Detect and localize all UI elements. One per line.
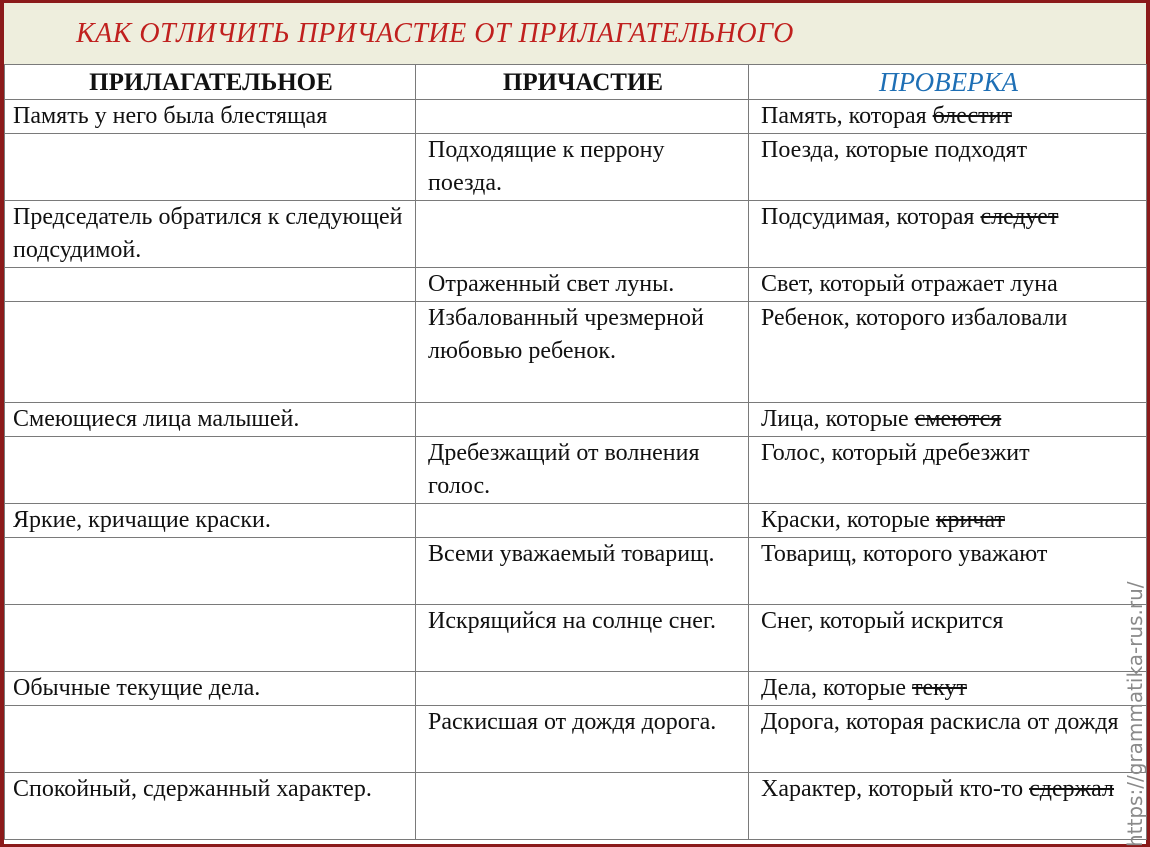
participle-cell xyxy=(416,773,749,840)
adjective-cell: Смеющиеся лица малышей. xyxy=(5,403,416,437)
participle-cell xyxy=(416,672,749,706)
check-cell xyxy=(749,706,1147,773)
participle-cell: Подходящие к перрону поезда. xyxy=(416,134,749,201)
check-text: Снег, который искрится xyxy=(761,608,1004,634)
check-cell xyxy=(749,100,1147,134)
check-text: Голос, который дребезжит xyxy=(761,440,1030,466)
header-check: ПРОВЕРКА xyxy=(749,65,1147,100)
adjective-cell xyxy=(5,302,416,403)
adjective-cell xyxy=(5,268,416,302)
check-cell xyxy=(749,302,1147,403)
participle-cell: Всеми уважаемый товарищ. xyxy=(416,538,749,605)
adjective-cell: Председатель обратился к следующей подсудимой. xyxy=(5,201,416,268)
header-participle: ПРИЧАСТИЕ xyxy=(416,65,749,100)
participle-cell: Отраженный свет луны. xyxy=(416,268,749,302)
check-text: Дела, которые xyxy=(761,675,913,701)
table-row xyxy=(5,403,1147,437)
table-row xyxy=(5,605,1147,672)
adjective-cell: Яркие, кричащие краски. xyxy=(5,504,416,538)
adjective-cell xyxy=(5,605,416,672)
table-row xyxy=(5,672,1147,706)
check-cell xyxy=(749,504,1147,538)
check-cell xyxy=(749,134,1147,201)
title-bar xyxy=(4,3,1146,65)
check-text: Подсудимая, которая xyxy=(761,204,981,230)
check-cell xyxy=(749,672,1147,706)
check-struck-word: сдержал xyxy=(1029,776,1115,802)
check-cell xyxy=(749,773,1147,840)
watermark xyxy=(1122,572,1148,847)
check-cell xyxy=(749,403,1147,437)
check-cell xyxy=(749,201,1147,268)
check-text: Товарищ, которого уважают xyxy=(761,541,1048,567)
adjective-cell: Спокойный, сдержанный характер. xyxy=(5,773,416,840)
table-row xyxy=(5,773,1147,840)
check-struck-word: блестит xyxy=(932,103,1012,129)
check-text: Лица, которые xyxy=(761,406,915,432)
table-row xyxy=(5,302,1147,403)
adjective-cell: Обычные текущие дела. xyxy=(5,672,416,706)
adjective-cell: Память у него была блестящая xyxy=(5,100,416,134)
check-cell xyxy=(749,437,1147,504)
check-text: Ребенок, которого избаловали xyxy=(761,305,1068,331)
table-row xyxy=(5,706,1147,773)
check-cell xyxy=(749,268,1147,302)
table-row xyxy=(5,100,1147,134)
adjective-cell xyxy=(5,706,416,773)
adjective-cell xyxy=(5,437,416,504)
table-row xyxy=(5,134,1147,201)
check-text: Краски, которые xyxy=(761,507,936,533)
participle-cell: Искрящийся на солнце снег. xyxy=(416,605,749,672)
table-row xyxy=(5,437,1147,504)
table-row xyxy=(5,201,1147,268)
check-text: Поезда, которые подходят xyxy=(761,137,1028,163)
participle-cell xyxy=(416,201,749,268)
participle-cell: Дребезжащий от волнения голос. xyxy=(416,437,749,504)
check-text: Дорога, которая раскисла от дождя xyxy=(761,709,1119,735)
table-row xyxy=(5,268,1147,302)
check-struck-word: кричат xyxy=(935,507,1005,533)
check-struck-word: смеются xyxy=(914,406,1002,432)
check-cell xyxy=(749,605,1147,672)
table-row xyxy=(5,504,1147,538)
participle-cell: Раскисшая от дождя дорога. xyxy=(416,706,749,773)
participle-cell xyxy=(416,403,749,437)
check-text: Характер, который кто-то xyxy=(761,776,1030,802)
participle-cell: Избалованный чрезмерной любовью ребенок. xyxy=(416,302,749,403)
check-text: Свет, который отражает луна xyxy=(761,271,1058,297)
participle-cell xyxy=(416,100,749,134)
page-title: КАК ОТЛИЧИТЬ ПРИЧАСТИЕ ОТ ПРИЛАГАТЕЛЬНОГО xyxy=(76,17,794,49)
check-struck-word: текут xyxy=(912,675,967,701)
check-struck-word: следует xyxy=(980,204,1059,230)
adjective-cell xyxy=(5,538,416,605)
adjective-cell xyxy=(5,134,416,201)
participle-cell xyxy=(416,504,749,538)
header-adjective: ПРИЛАГАТЕЛЬНОЕ xyxy=(5,65,416,100)
check-cell xyxy=(749,538,1147,605)
check-text: Память, которая xyxy=(761,103,933,129)
comparison-table xyxy=(4,64,1147,840)
table-header-row xyxy=(5,65,1147,100)
table-row xyxy=(5,538,1147,605)
watermark-text: https://grammatika-rus.ru/ xyxy=(1123,581,1147,847)
